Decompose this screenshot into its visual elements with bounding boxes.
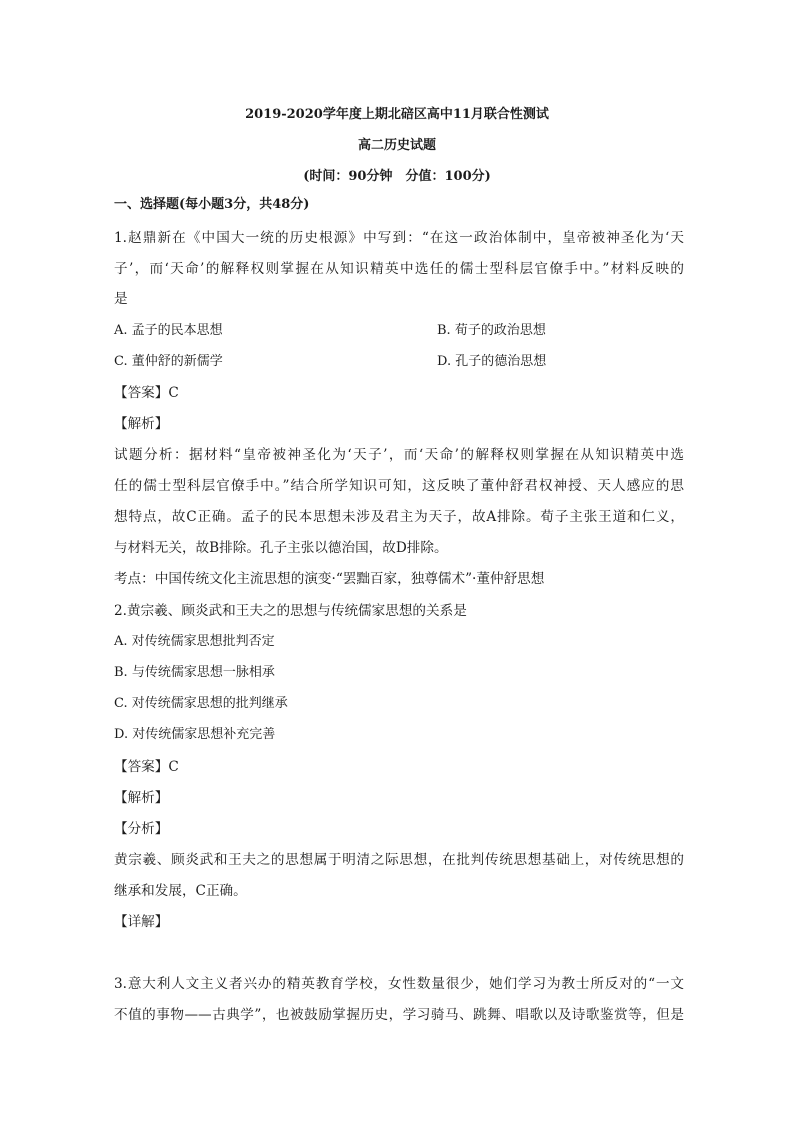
exam-title: 2019-2020学年度上期北碚区高中11月联合性测试: [245, 107, 549, 122]
exam-subtitle: 高二历史试题: [357, 138, 436, 153]
q2-analysis-line-1: 黄宗羲、顾炎武和王夫之的思想属于明清之际思想，在批判传统思想基础上，对传统思想的: [114, 852, 684, 868]
q1-stem-line-3: 是: [114, 291, 128, 307]
q2-option-a: A. 对传统儒家思想批判否定: [114, 634, 275, 649]
q2-analysis-sub-label: 【分析】: [114, 821, 169, 837]
q2-option-c: C. 对传统儒家思想的批判继承: [114, 696, 288, 711]
q1-stem-line-2: 子’，而‘天命’的解释权则掌握在从知识精英中选任的儒士型科层官僚手中。”材料反映的: [114, 261, 684, 277]
q2-analysis-label: 【解析】: [114, 790, 169, 806]
q1-answer: 【答案】C: [114, 385, 179, 401]
q2-analysis-line-2: 继承和发展，C正确。: [114, 883, 247, 899]
q1-analysis-label: 【解析】: [114, 416, 169, 432]
q1-analysis-line-4: 与材料无关，故B排除。孔子主张以德治国，故D排除。: [114, 540, 448, 556]
q1-analysis-line-2: 任的儒士型科层官僚手中。”结合所学知识可知，这反映了董仲舒君权神授、天人感应的思: [114, 478, 684, 494]
q1-knowledge-point: 考点：中国传统文化主流思想的演变·“罢黜百家，独尊儒术”·董仲舒思想: [114, 571, 545, 587]
q1-analysis-line-1: 试题分析：据材料“皇帝被神圣化为‘天子’，而‘天命’的解释权则掌握在从知识精英中选: [114, 447, 684, 463]
q3-stem-line-2: 不值的事物——古典学”，也被鼓励掌握历史，学习骑马、跳舞、唱歌以及诗歌鉴赏等，但是: [114, 1007, 684, 1023]
q2-answer: 【答案】C: [114, 759, 179, 775]
q1-analysis-line-3: 想特点，故C正确。孟子的民本思想未涉及君主为天子，故A排除。荀子主张王道和仁义，: [114, 509, 684, 525]
q1-stem-line-1: 1.赵鼎新在《中国大一统的历史根源》中写到：“在这一政治体制中，皇帝被神圣化为‘天: [114, 230, 684, 246]
q2-detail-label: 【详解】: [114, 914, 169, 930]
section-heading: 一、选择题(每小题3分，共48分): [114, 197, 310, 212]
q1-option-c: C. 董仲舒的新儒学: [114, 354, 223, 369]
q3-stem-line-1: 3.意大利人文主义者兴办的精英教育学校，女性数量很少，她们学习为教士所反对的“一文: [114, 976, 684, 992]
q2-option-b: B. 与传统儒家思想一脉相承: [114, 665, 275, 680]
q2-stem: 2.黄宗羲、顾炎武和王夫之的思想与传统儒家思想的关系是: [114, 603, 467, 619]
q1-option-b: B. 荀子的政治思想: [437, 323, 546, 338]
q2-option-d: D. 对传统儒家思想补充完善: [114, 727, 276, 742]
exam-meta: (时间：90分钟 分值：100分): [303, 169, 491, 184]
q1-option-d: D. 孔子的德治思想: [437, 354, 547, 369]
q1-option-a: A. 孟子的民本思想: [114, 323, 223, 338]
